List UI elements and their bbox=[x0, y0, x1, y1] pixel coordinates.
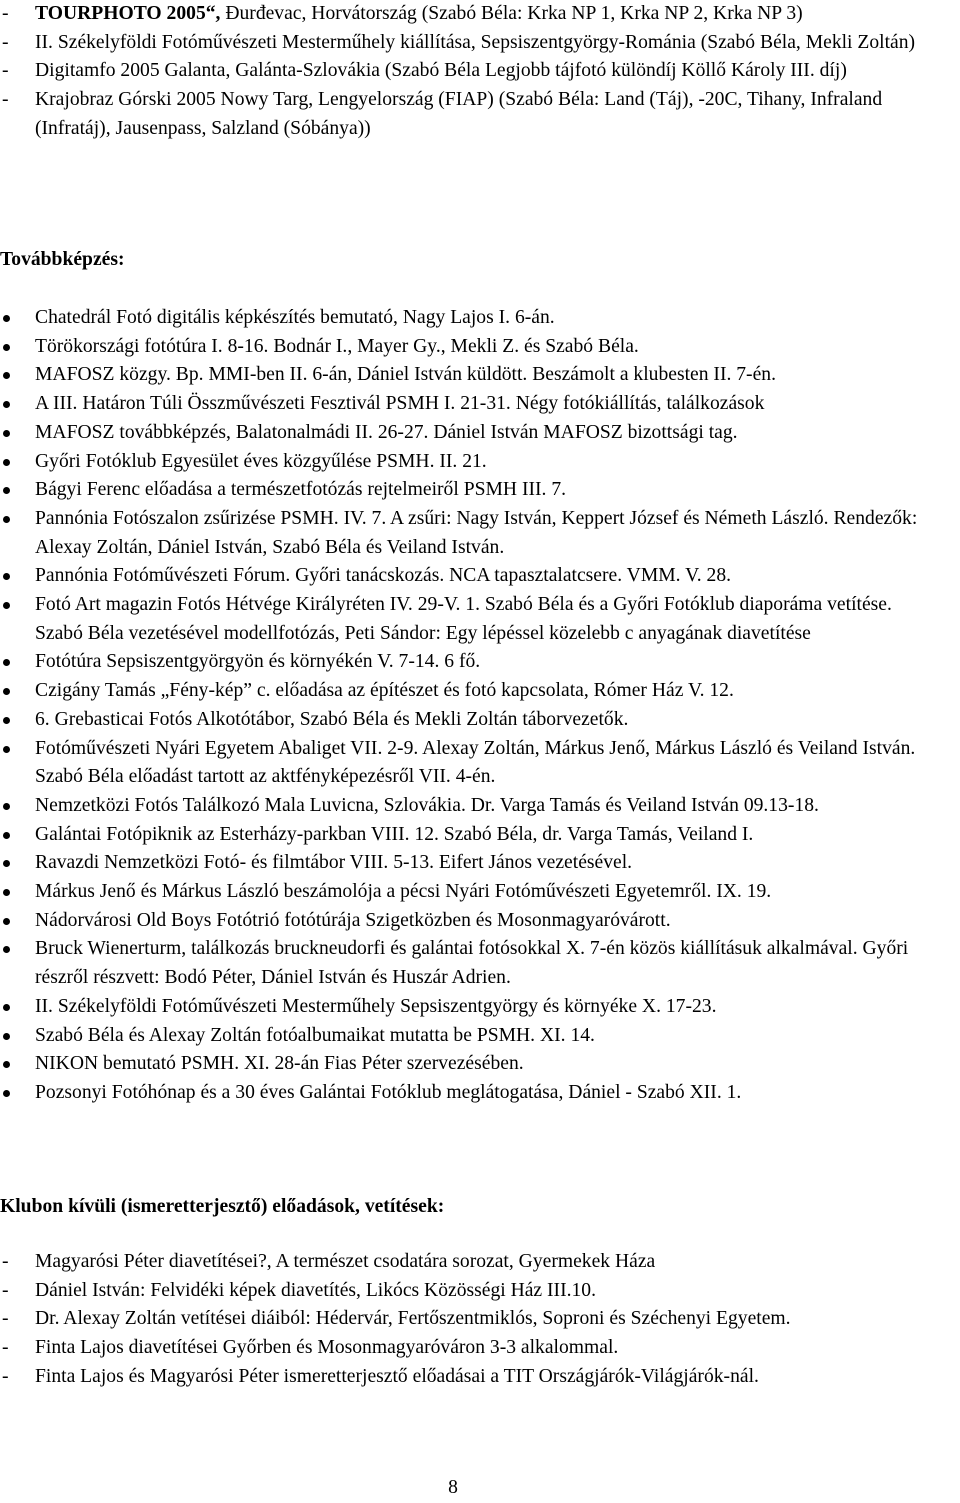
bullet-item bbox=[0, 419, 930, 448]
exhibition-list bbox=[0, 0, 930, 144]
bullet-item bbox=[0, 648, 930, 677]
bullet-text: A III. Határon Túli Összművészeti Fesztivál PSMH I. 21-31. Négy fotókiállítás, találkozások bbox=[35, 393, 765, 415]
bullet-text: Chatedrál Fotó digitális képkészítés bemutató, Nagy Lajos I. 6-án. bbox=[35, 307, 555, 328]
bullet-dot-icon bbox=[3, 430, 10, 437]
bullet-text: Bruck Wienerturm, találkozás bruckneudorfi és galántai fotósokkal X. 7-én közös kiállításuk alkalmával. Győri részről részvett: Bodó Péter, Dániel István és Huszár Adrien. bbox=[35, 938, 909, 989]
bullet-item bbox=[0, 1050, 930, 1079]
bullet-item bbox=[0, 591, 930, 648]
bullet-dot-icon bbox=[3, 344, 10, 351]
bullet-item bbox=[0, 390, 930, 419]
item-text: Finta Lajos diavetítései Győrben és Mosonmagyaróváron 3-3 alkalommal. bbox=[35, 1337, 619, 1359]
bullet-dot-icon bbox=[3, 401, 10, 408]
bullet-text: Galántai Fotópiknik az Esterházy-parkban VIII. 12. Szabó Béla, dr. Varga Tamás, Veiland I. bbox=[35, 823, 754, 845]
dash-marker: - bbox=[2, 1251, 9, 1272]
bullet-dot-icon bbox=[3, 1090, 10, 1097]
item-text: Dr. Alexay Zoltán vetítései diáiból: Hédervár, Fertőszentmiklós, Soproni és Széchenyi Egyetem. bbox=[35, 1308, 791, 1330]
bullet-dot-icon bbox=[3, 487, 10, 494]
item-text: Dániel István: Felvidéki képek diavetítés, Likócs Közösségi Ház III.10. bbox=[35, 1279, 596, 1301]
bullet-dot-icon bbox=[3, 832, 10, 839]
page-number: 8 bbox=[448, 1477, 458, 1498]
external-lectures-list bbox=[0, 1248, 960, 1392]
bullet-item bbox=[0, 706, 930, 735]
bullet-dot-icon bbox=[3, 946, 10, 953]
bullet-item bbox=[0, 333, 930, 362]
bullet-text: Ravazdi Nemzetközi Fotó- és filmtábor VIII. 5-13. Eifert János vezetésével. bbox=[35, 852, 633, 874]
item-text: Magyarósi Péter diavetítései?, A természet csodatára sorozat, Gyermekek Háza bbox=[35, 1251, 656, 1272]
bullet-dot-icon bbox=[3, 860, 10, 867]
dash-marker: - bbox=[2, 1365, 9, 1387]
section-heading-klubon-kivuli: Klubon kívüli (ismeretterjesztő) előadások, vetítések: bbox=[0, 1196, 445, 1217]
list-item bbox=[0, 1334, 960, 1363]
bullet-text: MAFOSZ továbbképzés, Balatonalmádi II. 26-27. Dániel István MAFOSZ bizottsági tag. bbox=[35, 421, 738, 443]
bullet-dot-icon bbox=[3, 889, 10, 896]
bullet-text: Nemzetközi Fotós Találkozó Mala Luvicna, Szlovákia. Dr. Varga Tamás és Veiland István 09.13-18. bbox=[35, 794, 819, 816]
bullet-item bbox=[0, 821, 930, 850]
bullet-text: II. Székelyföldi Fotóművészeti Mesterműhely Sepsiszentgyörgy és környéke X. 17-23. bbox=[35, 995, 717, 1017]
list-item bbox=[0, 29, 930, 58]
list-item bbox=[0, 0, 930, 29]
bullet-dot-icon bbox=[3, 573, 10, 580]
item-text: Finta Lajos és Magyarósi Péter ismeretterjesztő előadásai a TIT Országjárók-Világjárók-nál. bbox=[35, 1365, 759, 1387]
bullet-item bbox=[0, 562, 930, 591]
bullet-text: Czigány Tamás „Fény-kép” c. előadása az építészet és fotó kapcsolata, Rómer Ház V. 12. bbox=[35, 680, 734, 702]
dash-marker: - bbox=[2, 3, 9, 24]
dash-marker: - bbox=[2, 1337, 9, 1359]
bullet-item bbox=[0, 792, 930, 821]
item-text: Đurđevac, Horvátország (Szabó Béla: Krka NP 1, Krka NP 2, Krka NP 3) bbox=[225, 3, 803, 24]
bullet-text: Bágyi Ferenc előadása a természetfotózás rejtelmeiről PSMH III. 7. bbox=[35, 479, 567, 501]
dash-marker: - bbox=[2, 1279, 9, 1301]
list-item bbox=[0, 57, 930, 86]
bullet-dot-icon bbox=[3, 918, 10, 925]
training-bullet-list bbox=[0, 304, 930, 1108]
list-item bbox=[0, 1305, 960, 1334]
bullet-dot-icon bbox=[3, 1033, 10, 1040]
bullet-dot-icon bbox=[3, 602, 10, 609]
bullet-item bbox=[0, 907, 930, 936]
item-text: Digitamfo 2005 Galanta, Galánta-Szlovákia (Szabó Béla Legjobb tájfotó különdíj Köllő Károly III. díj) bbox=[35, 60, 847, 82]
bullet-dot-icon bbox=[3, 516, 10, 523]
bullet-item bbox=[0, 476, 930, 505]
bullet-dot-icon bbox=[3, 315, 10, 322]
bullet-text: Fotó Art magazin Fotós Hétvége Királyréten IV. 29-V. 1. Szabó Béla és a Győri Fotóklub diaporáma vetítése. Szabó Béla vezetésével modellfotózás, Peti Sándor: Egy lépéssel közelebb c anyagának diavetítése bbox=[35, 594, 892, 644]
bullet-item bbox=[0, 505, 930, 562]
bullet-item bbox=[0, 1022, 930, 1051]
bullet-text: Nádorvárosi Old Boys Fotótrió fotótúrája Szigetközben és Mosonmagyaróvárott. bbox=[35, 909, 671, 931]
bullet-dot-icon bbox=[3, 746, 10, 753]
list-item bbox=[0, 86, 930, 143]
dash-marker: - bbox=[2, 31, 9, 53]
bullet-item bbox=[0, 735, 930, 792]
bullet-text: Pannónia Fotószalon zsűrizése PSMH. IV. 7. A zsűri: Nagy István, Keppert József és Németh László. Rendezők: Alexay Zoltán, Dániel István, Szabó Béla és Veiland István. bbox=[35, 507, 918, 558]
bullet-text: Szabó Béla és Alexay Zoltán fotóalbumaikat mutatta be PSMH. XI. 14. bbox=[35, 1024, 595, 1046]
bullet-text: Pannónia Fotóművészeti Fórum. Győri tanácskozás. NCA tapasztalatcsere. VMM. V. 28. bbox=[35, 565, 732, 587]
item-text: II. Székelyföldi Fotóművészeti Mesterműhely kiállítása, Sepsiszentgyörgy-Románia (Szabó Béla, Mekli Zoltán) bbox=[35, 31, 916, 53]
bullet-item bbox=[0, 1079, 930, 1108]
bullet-dot-icon bbox=[3, 659, 10, 666]
item-text: Krajobraz Górski 2005 Nowy Targ, Lengyelország (FIAP) (Szabó Béla: Land (Táj), -20C, Tihany, Infraland (Infratáj), Jausenpass, Salzland (Sóbánya)) bbox=[35, 89, 883, 139]
bullet-dot-icon bbox=[3, 688, 10, 695]
list-item bbox=[0, 1248, 960, 1277]
bullet-item bbox=[0, 677, 930, 706]
dash-marker: - bbox=[2, 1308, 9, 1330]
bullet-item bbox=[0, 993, 930, 1022]
bullet-dot-icon bbox=[3, 459, 10, 466]
bullet-text: NIKON bemutató PSMH. XI. 28-án Fias Péter szervezésében. bbox=[35, 1053, 524, 1075]
bullet-item bbox=[0, 448, 930, 477]
list-item bbox=[0, 1277, 960, 1306]
bullet-dot-icon bbox=[3, 1004, 10, 1011]
bullet-text: Fotótúra Sepsiszentgyörgyön és környékén V. 7-14. 6 fő. bbox=[35, 651, 481, 673]
item-bold-title: TOURPHOTO 2005“, bbox=[35, 3, 226, 24]
bullet-item bbox=[0, 935, 930, 992]
bullet-text: Pozsonyi Fotóhónap és a 30 éves Galántai Fotóklub meglátogatása, Dániel - Szabó XII. 1. bbox=[35, 1081, 742, 1103]
bullet-text: MAFOSZ közgy. Bp. MMI-ben II. 6-án, Dániel István küldött. Beszámolt a klubesten II. 7-én. bbox=[35, 364, 776, 386]
bullet-item bbox=[0, 878, 930, 907]
list-item bbox=[0, 1363, 960, 1392]
bullet-text: Törökországi fotótúra I. 8-16. Bodnár I., Mayer Gy., Mekli Z. és Szabó Béla. bbox=[35, 335, 639, 357]
bullet-dot-icon bbox=[3, 372, 10, 379]
bullet-text: Győri Fotóklub Egyesület éves közgyűlése PSMH. II. 21. bbox=[35, 450, 487, 472]
bullet-item bbox=[0, 304, 930, 333]
bullet-item bbox=[0, 361, 930, 390]
bullet-dot-icon bbox=[3, 717, 10, 724]
bullet-dot-icon bbox=[3, 1061, 10, 1068]
bullet-text: Márkus Jenő és Márkus László beszámolója a pécsi Nyári Fotóművészeti Egyetemről. IX. 19. bbox=[35, 881, 772, 903]
dash-marker: - bbox=[2, 60, 9, 82]
bullet-item bbox=[0, 849, 930, 878]
section-heading-tovabbkepzes: Továbbképzés: bbox=[0, 249, 125, 270]
bullet-text: 6. Grebasticai Fotós Alkotótábor, Szabó Béla és Mekli Zoltán táborvezetők. bbox=[35, 708, 629, 730]
bullet-text: Fotóművészeti Nyári Egyetem Abaliget VII. 2-9. Alexay Zoltán, Márkus Jenő, Márkus László és Veiland István. Szabó Béla előadást tartott az aktfényképezésről VII. 4-én. bbox=[35, 737, 916, 788]
dash-marker: - bbox=[2, 89, 9, 111]
bullet-dot-icon bbox=[3, 803, 10, 810]
